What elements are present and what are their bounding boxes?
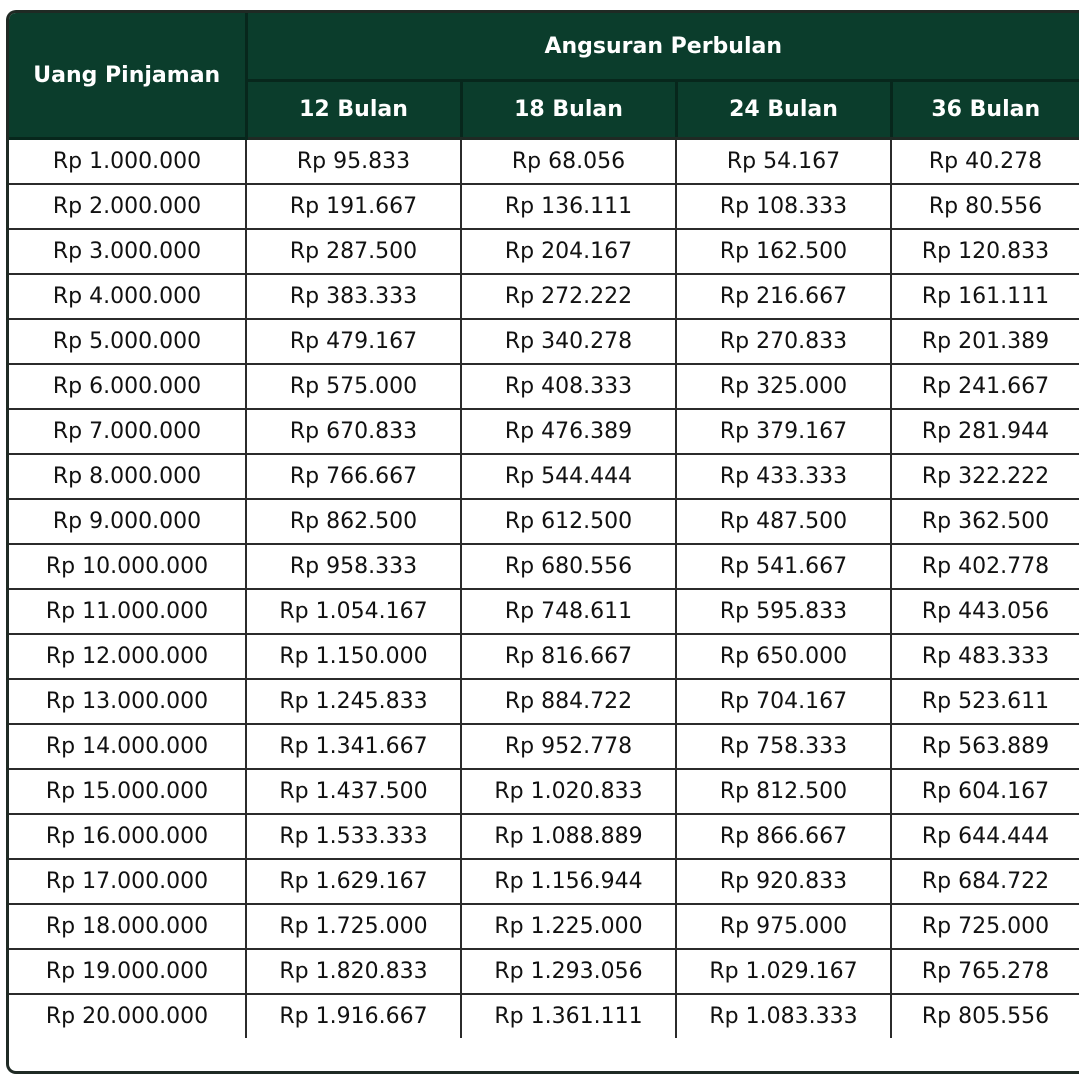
installment-cell: Rp 120.833 xyxy=(891,229,1079,274)
table-row xyxy=(9,814,1079,859)
table-row xyxy=(9,454,1079,499)
table-row xyxy=(9,724,1079,769)
loan-amount-cell: Rp 8.000.000 xyxy=(9,454,246,499)
loan-amount-cell: Rp 11.000.000 xyxy=(9,589,246,634)
installment-cell: Rp 1.156.944 xyxy=(461,859,676,904)
installment-cell: Rp 270.833 xyxy=(676,319,891,364)
table-row xyxy=(9,994,1079,1038)
loan-amount-cell: Rp 18.000.000 xyxy=(9,904,246,949)
installment-cell: Rp 758.333 xyxy=(676,724,891,769)
table-row xyxy=(9,229,1079,274)
installment-cell: Rp 748.611 xyxy=(461,589,676,634)
table-row xyxy=(9,274,1079,319)
installment-cell: Rp 108.333 xyxy=(676,184,891,229)
installment-cell: Rp 1.293.056 xyxy=(461,949,676,994)
installment-cell: Rp 1.361.111 xyxy=(461,994,676,1038)
installment-cell: Rp 443.056 xyxy=(891,589,1079,634)
header-row-top xyxy=(9,13,1079,81)
installment-cell: Rp 958.333 xyxy=(246,544,461,589)
table-row xyxy=(9,139,1079,185)
installment-cell: Rp 322.222 xyxy=(891,454,1079,499)
installment-cell: Rp 201.389 xyxy=(891,319,1079,364)
table-row xyxy=(9,364,1079,409)
installment-cell: Rp 644.444 xyxy=(891,814,1079,859)
loan-amount-cell: Rp 5.000.000 xyxy=(9,319,246,364)
loan-amount-cell: Rp 14.000.000 xyxy=(9,724,246,769)
table-row xyxy=(9,544,1079,589)
loan-amount-cell: Rp 16.000.000 xyxy=(9,814,246,859)
installment-cell: Rp 541.667 xyxy=(676,544,891,589)
table-row xyxy=(9,769,1079,814)
table-row xyxy=(9,184,1079,229)
installment-cell: Rp 325.000 xyxy=(676,364,891,409)
installment-cell: Rp 523.611 xyxy=(891,679,1079,724)
installment-cell: Rp 479.167 xyxy=(246,319,461,364)
loan-amount-cell: Rp 9.000.000 xyxy=(9,499,246,544)
installment-cell: Rp 1.341.667 xyxy=(246,724,461,769)
installment-cell: Rp 204.167 xyxy=(461,229,676,274)
installment-cell: Rp 162.500 xyxy=(676,229,891,274)
table-row xyxy=(9,409,1079,454)
installment-cell: Rp 241.667 xyxy=(891,364,1079,409)
installment-cell: Rp 920.833 xyxy=(676,859,891,904)
installment-cell: Rp 563.889 xyxy=(891,724,1079,769)
installment-cell: Rp 725.000 xyxy=(891,904,1079,949)
installment-cell: Rp 272.222 xyxy=(461,274,676,319)
loan-amount-cell: Rp 12.000.000 xyxy=(9,634,246,679)
tenor-header-12: 12 Bulan xyxy=(246,81,461,139)
installment-cell: Rp 408.333 xyxy=(461,364,676,409)
installment-cell: Rp 816.667 xyxy=(461,634,676,679)
installment-cell: Rp 1.437.500 xyxy=(246,769,461,814)
installment-cell: Rp 765.278 xyxy=(891,949,1079,994)
installment-cell: Rp 402.778 xyxy=(891,544,1079,589)
installment-cell: Rp 483.333 xyxy=(891,634,1079,679)
installment-cell: Rp 95.833 xyxy=(246,139,461,185)
installment-cell: Rp 362.500 xyxy=(891,499,1079,544)
installment-cell: Rp 862.500 xyxy=(246,499,461,544)
installment-cell: Rp 684.722 xyxy=(891,859,1079,904)
installment-table-frame xyxy=(6,10,1079,1074)
installment-cell: Rp 680.556 xyxy=(461,544,676,589)
installment-cell: Rp 340.278 xyxy=(461,319,676,364)
installment-cell: Rp 379.167 xyxy=(676,409,891,454)
installment-cell: Rp 191.667 xyxy=(246,184,461,229)
installment-cell: Rp 952.778 xyxy=(461,724,676,769)
installment-cell: Rp 383.333 xyxy=(246,274,461,319)
table-row xyxy=(9,679,1079,724)
installment-cell: Rp 812.500 xyxy=(676,769,891,814)
installment-cell: Rp 433.333 xyxy=(676,454,891,499)
installment-cell: Rp 136.111 xyxy=(461,184,676,229)
installment-cell: Rp 884.722 xyxy=(461,679,676,724)
loan-amount-cell: Rp 7.000.000 xyxy=(9,409,246,454)
installment-cell: Rp 1.820.833 xyxy=(246,949,461,994)
monthly-installment-header: Angsuran Perbulan xyxy=(246,13,1079,81)
loan-amount-cell: Rp 13.000.000 xyxy=(9,679,246,724)
installment-cell: Rp 1.083.333 xyxy=(676,994,891,1038)
tenor-header-24: 24 Bulan xyxy=(676,81,891,139)
installment-cell: Rp 1.225.000 xyxy=(461,904,676,949)
installment-cell: Rp 704.167 xyxy=(676,679,891,724)
installment-cell: Rp 287.500 xyxy=(246,229,461,274)
table-row xyxy=(9,634,1079,679)
loan-amount-cell: Rp 6.000.000 xyxy=(9,364,246,409)
tenor-header-18: 18 Bulan xyxy=(461,81,676,139)
table-header xyxy=(9,13,1079,139)
installment-cell: Rp 1.245.833 xyxy=(246,679,461,724)
table-row xyxy=(9,904,1079,949)
installment-cell: Rp 650.000 xyxy=(676,634,891,679)
tenor-header-36: 36 Bulan xyxy=(891,81,1079,139)
table-row xyxy=(9,589,1079,634)
installment-cell: Rp 281.944 xyxy=(891,409,1079,454)
installment-cell: Rp 544.444 xyxy=(461,454,676,499)
table-row xyxy=(9,949,1079,994)
installment-cell: Rp 604.167 xyxy=(891,769,1079,814)
loan-amount-cell: Rp 3.000.000 xyxy=(9,229,246,274)
loan-amount-cell: Rp 2.000.000 xyxy=(9,184,246,229)
table-row xyxy=(9,319,1079,364)
loan-amount-cell: Rp 20.000.000 xyxy=(9,994,246,1038)
loan-amount-cell: Rp 15.000.000 xyxy=(9,769,246,814)
installment-cell: Rp 1.029.167 xyxy=(676,949,891,994)
loan-amount-cell: Rp 4.000.000 xyxy=(9,274,246,319)
installment-cell: Rp 1.054.167 xyxy=(246,589,461,634)
installment-cell: Rp 476.389 xyxy=(461,409,676,454)
installment-cell: Rp 68.056 xyxy=(461,139,676,185)
table-row xyxy=(9,499,1079,544)
loan-amount-cell: Rp 1.000.000 xyxy=(9,139,246,185)
installment-cell: Rp 866.667 xyxy=(676,814,891,859)
installment-cell: Rp 80.556 xyxy=(891,184,1079,229)
installment-cell: Rp 670.833 xyxy=(246,409,461,454)
installment-cell: Rp 766.667 xyxy=(246,454,461,499)
loan-amount-cell: Rp 10.000.000 xyxy=(9,544,246,589)
installment-cell: Rp 612.500 xyxy=(461,499,676,544)
loan-amount-cell: Rp 19.000.000 xyxy=(9,949,246,994)
installment-cell: Rp 54.167 xyxy=(676,139,891,185)
loan-amount-header: Uang Pinjaman xyxy=(9,13,246,139)
installment-cell: Rp 595.833 xyxy=(676,589,891,634)
installment-cell: Rp 1.150.000 xyxy=(246,634,461,679)
loan-amount-cell: Rp 17.000.000 xyxy=(9,859,246,904)
installment-cell: Rp 216.667 xyxy=(676,274,891,319)
installment-cell: Rp 161.111 xyxy=(891,274,1079,319)
table-row xyxy=(9,859,1079,904)
installment-cell: Rp 575.000 xyxy=(246,364,461,409)
installment-cell: Rp 805.556 xyxy=(921,1004,1050,1029)
installment-cell: Rp 1.533.333 xyxy=(246,814,461,859)
installment-cell: Rp 1.020.833 xyxy=(461,769,676,814)
installment-cell: Rp 975.000 xyxy=(676,904,891,949)
table-body xyxy=(9,139,1079,1039)
installment-cell: Rp 1.629.167 xyxy=(246,859,461,904)
installment-cell: Rp 1.725.000 xyxy=(246,904,461,949)
installment-cell: Rp 40.278 xyxy=(891,139,1079,185)
installment-cell: Rp 487.500 xyxy=(676,499,891,544)
installment-cell: Rp 1.088.889 xyxy=(461,814,676,859)
installment-cell: Rp 1.916.667 xyxy=(246,994,461,1038)
installment-table xyxy=(9,13,1079,1038)
